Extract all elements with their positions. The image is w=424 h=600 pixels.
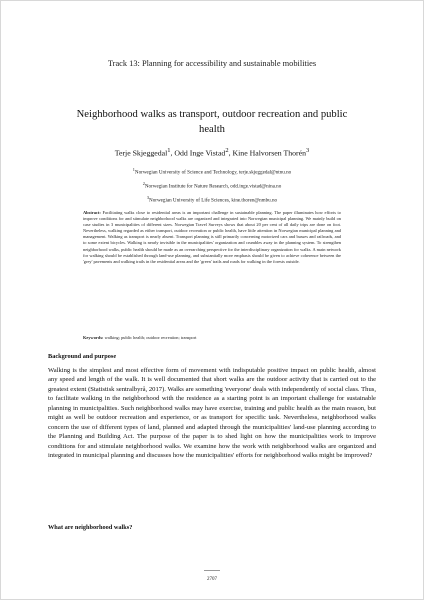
- author-sup: 1: [167, 147, 171, 154]
- author-name: Kine Halvorsen Thorén: [232, 148, 306, 158]
- background-paragraph: Walking is the simplest and most effective form of movement with indisputable positive impact on public health, almost any speed and length of the walk. It is well documented that short walks are the outdoor activity that is carried out to the greatest extent (Statistisk sentralbyrå, 2017). Walks are something 'everyone' deals with independently of social class. Thus, to facilitate walking in the neighborhood with the residence as a starting point is an important challenge for sustainable planning in municipalities. Such neighborhood walks may have exercise, training and public health as the main reason, but might as well be outdoor recreation and experience, or as transport for specific task. Nevertheless, neighborhood walks concern the use of different types of land, planned and adapted through the municipalities' land-use planning according to the Planning and Building Act. The purpose of the paper is to shed light on how the municipalities work to improve conditions for and stimulate neighborhood walks. We examine how the work with neighborhood walks are organized and integrated in municipal planning and discusses how the municipalities' efforts for neighborhood walks might be improved?: [48, 367, 376, 460]
- affiliation-text: Norwegian Institute for Nature Research, odd.inge.vistad@nina.no: [144, 183, 282, 190]
- author-sup: 3: [305, 147, 310, 154]
- affiliation-sup: 2: [142, 181, 145, 186]
- affiliation: [0, 167, 424, 176]
- affiliation: [0, 195, 424, 204]
- affiliation: [0, 181, 424, 190]
- paper-title: Neighborhood walks as transport, outdoor recreation and public health: [76, 109, 348, 135]
- author-sup: 2: [225, 147, 229, 154]
- affiliation-sup: 3: [146, 195, 150, 200]
- keywords-label: Keywords:: [83, 335, 104, 340]
- track-header: Track 13: Planning for accessibility and sustainable mobilities: [107, 59, 317, 68]
- keywords-text: walking; public health; outdoor recreation; transport: [104, 335, 197, 340]
- affiliation-sup: 1: [132, 167, 135, 172]
- affiliation-text: Norwegian University of Life Sciences, kine.thoren@nmbu.no: [149, 197, 278, 204]
- keywords: [83, 335, 341, 340]
- page-number: 2707: [207, 577, 217, 582]
- abstract-text: Facilitating walks close to residential areas is an important challenge in sustainable planning. The paper illuminates how efforts to improve conditions for and stimulate neighborhood walks are organized and integrated into Norwegian municipal planning. We mainly build on case studies in 3 municipalities of different sizes. Norwegian Travel Surveys shows that about 20 per cent of all daily trips are done on foot. Nevertheless, walking regarded as either transport, outdoor recreation or public health, have little attention in Norwegian municipal planning and management. Walking as transport is nearly absent. Transport planning is still primarily concerning motorized cars and busses and railroads, and to some extent bicycles. Walking is nearly invisible in the municipalities' organization and crumbles away in the planning system. To strengthen neighborhood walks, public health should be made as an overarching perspective for the interdisciplinary organization for walks. A main network for walking should be established through land-use planning, and substantially more emphasis should be given to achieve coherence between the 'grey' pavements and walking trails in the residential areas and the 'green' trails and roads for walking in the forests outside.: [83, 210, 341, 264]
- author-name: Odd Inge Vistad: [174, 148, 226, 158]
- section-heading-background: Background and purpose: [48, 353, 117, 360]
- author-list: Terje Skjeggedal$^1$, Odd Inge Vistad$^2$, Kine Halvorsen Thorén$^3$: [114, 147, 310, 158]
- abstract-label: Abstract:: [83, 210, 101, 215]
- affiliation-text: Norwegian University of Science and Technology, terje.skjeggedal@ntnu.no: [134, 169, 292, 176]
- page-number-rule: [204, 570, 220, 571]
- abstract: [83, 210, 341, 265]
- section-heading-what: What are neighborhood walks?: [48, 524, 133, 531]
- author-name: Terje Skjeggedal: [114, 148, 168, 158]
